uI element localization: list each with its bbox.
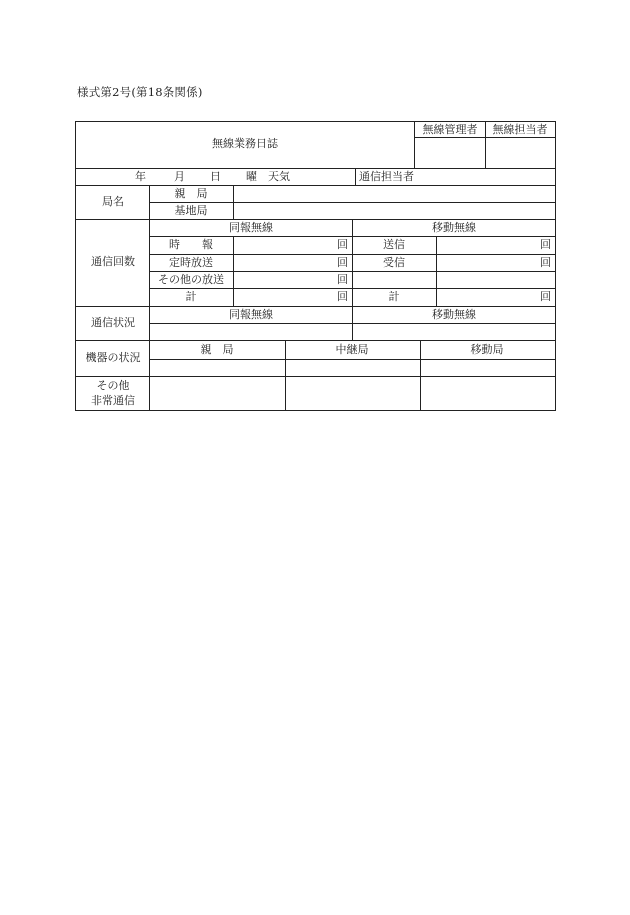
other-label: その他 [96,379,130,392]
rule [355,168,356,185]
manager-header: 無線管理者 [422,123,478,136]
rule [285,340,286,411]
time-signal-label: 時 報 [169,238,213,251]
equipment-parent-header: 親 局 [200,343,234,356]
comm-count-label: 通信回数 [91,255,135,268]
rule [436,236,437,306]
form-number-label: 様式第2号(第18条関係) [77,85,203,99]
other-broadcast-label: その他の放送 [158,273,224,286]
rule [76,306,555,307]
mobile-header: 移動無線 [432,221,476,234]
rule [76,376,555,377]
send-label: 送信 [383,238,405,251]
broadcast-header: 同報無線 [229,221,273,234]
receive-unit: 回 [540,256,551,269]
rule [233,236,234,306]
status-broadcast-header: 同報無線 [229,308,273,321]
broadcast-total-label: 計 [185,290,197,303]
station-label: 局名 [102,195,124,208]
parent-station-label: 親 局 [174,187,208,200]
equipment-status-label: 機器の状況 [85,351,141,364]
equipment-relay-header: 中継局 [335,343,369,356]
rule [149,359,555,360]
other-broadcast-unit: 回 [337,273,348,286]
month-label: 月 [174,170,185,183]
year-label: 年 [135,170,146,183]
equipment-mobile-header: 移動局 [470,343,504,356]
day-label: 日 [210,170,221,183]
rule [149,202,555,203]
person-in-charge-label: 通信担当者 [359,170,414,183]
rule [352,219,353,340]
rule [76,185,555,186]
comm-status-label: 通信状況 [91,316,135,329]
rule [233,185,234,219]
base-station-label: 基地局 [174,204,208,217]
broadcast-total-unit: 回 [337,290,348,303]
mobile-total-label: 計 [388,290,400,303]
emergency-comm-label: 非常通信 [91,394,135,407]
form-title: 無線業務日誌 [212,137,278,150]
radio-log-form [75,121,556,411]
rule [76,219,555,220]
rule [420,340,421,411]
mobile-total-unit: 回 [540,290,551,303]
receive-label: 受信 [383,256,405,269]
weekday-label: 曜 [246,170,257,183]
operator-header: 無線担当者 [492,123,548,136]
weather-label: 天気 [268,170,290,183]
rule [76,340,555,341]
rule [414,122,415,168]
rule [149,185,150,411]
time-signal-unit: 回 [337,238,348,251]
scheduled-broadcast-label: 定時放送 [169,256,213,269]
status-mobile-header: 移動無線 [432,308,476,321]
send-unit: 回 [540,238,551,251]
rule [76,168,555,169]
rule [485,122,486,168]
scheduled-unit: 回 [337,256,348,269]
